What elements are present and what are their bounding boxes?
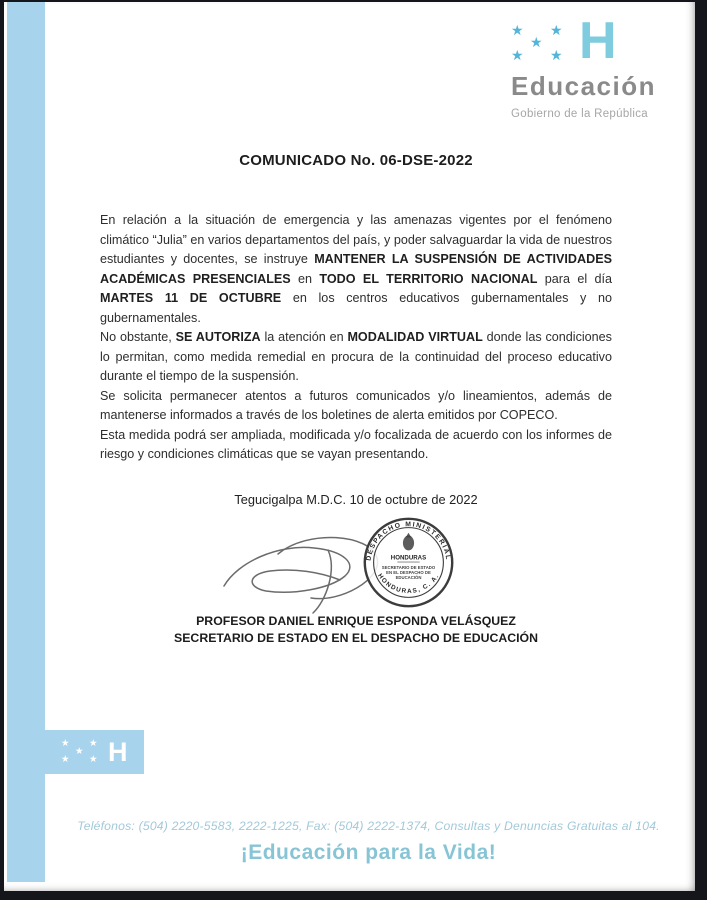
star-icon: ★ xyxy=(61,754,70,765)
star-icon: ★ xyxy=(550,22,563,38)
paragraph-text: en los centros educativos gubernamentales y no gubernamentales. xyxy=(100,291,612,325)
star-icon: ★ xyxy=(530,34,543,50)
signature-area xyxy=(100,512,612,613)
document-page xyxy=(4,2,695,891)
star-icon: ★ xyxy=(61,738,70,749)
signatory-role: SECRETARIO DE ESTADO EN EL DESPACHO DE EDUCACIÓN xyxy=(174,630,538,645)
left-blue-stripe xyxy=(7,2,45,882)
star-icon: ★ xyxy=(75,746,84,757)
paragraph-2 xyxy=(100,328,612,387)
seal-line1: SECRETARIO DE ESTADO xyxy=(381,564,436,570)
communique-title: COMUNICADO No. 06-DSE-2022 xyxy=(239,152,473,169)
communique-body xyxy=(100,211,612,465)
paragraph-text: la atención en xyxy=(260,330,348,344)
government-subtitle: Gobierno de la República xyxy=(511,108,648,120)
seal-line2: EN EL DESPACHO DE xyxy=(386,569,431,575)
star-icon: ★ xyxy=(511,22,524,38)
seal-bottom-arc-text: HONDURAS, C. A. xyxy=(376,572,441,595)
bold-text: SE AUTORIZA xyxy=(175,330,261,344)
bold-text: MANTENER LA SUSPENSIÓN DE ACTIVIDADES ACADÉMICAS PRESENCIALES xyxy=(100,252,613,286)
paragraph-text: para el día xyxy=(537,271,612,286)
seal-country-text: HONDURAS xyxy=(390,554,427,562)
ministerial-seal xyxy=(362,516,455,609)
bold-text: MARTES 11 DE OCTUBRE xyxy=(100,291,282,305)
paragraph-text: En relación a la situación de emergencia y las amenazas vigentes por el fenómeno climático “Julia” en varios departamentos del país, y poder salvaguardar la vida de nuestros estudiantes y docentes, se instruye xyxy=(100,213,612,266)
star-icon: ★ xyxy=(89,754,98,765)
bold-text: TODO EL TERRITORIO NACIONAL xyxy=(319,271,538,286)
paragraph-text: donde las condiciones lo permitan, como medida remedial en procura de la continuidad del proceso educativo durante el tiempo de la suspensión. xyxy=(100,330,612,383)
ministry-name: Educación xyxy=(511,71,656,101)
coat-of-arms-icon xyxy=(403,535,414,550)
signatory-name: PROFESOR DANIEL ENRIQUE ESPONDA VELÁSQUEZ xyxy=(196,613,516,628)
document-content xyxy=(100,2,612,647)
paragraph-text: No obstante, xyxy=(100,330,176,344)
star-icon: ★ xyxy=(550,47,563,63)
paragraph-3: Se solicita permanecer atentos a futuros comunicados y/o lineamientos, además de mantenerse informados a través de los boletines de alerta emitidos por COPECO. xyxy=(100,388,612,422)
footer-slogan: ¡Educación para la Vida! xyxy=(240,841,497,864)
star-icon: ★ xyxy=(89,738,98,749)
h-logo-letter: H xyxy=(579,12,616,70)
h-logo-letter: H xyxy=(108,737,128,767)
star-icon: ★ xyxy=(511,47,524,63)
paragraph-text: en xyxy=(290,271,320,286)
paragraph-1 xyxy=(100,211,612,328)
paragraph-4: Esta medida podrá ser ampliada, modificada y/o focalizada de acuerdo con los informes de riesgo y condiciones climáticas que se vayan presentando. xyxy=(100,427,612,461)
footer-logo-band xyxy=(45,730,144,774)
bold-text: MODALIDAD VIRTUAL xyxy=(347,330,483,344)
honduras-stars-icon xyxy=(61,739,101,765)
date-line: Tegucigalpa M.D.C. 10 de octubre de 2022 xyxy=(234,491,478,507)
seal-line3: EDUCACIÓN xyxy=(395,574,422,580)
seal-top-arc-text: DESPACHO MINISTERIAL xyxy=(365,520,452,561)
footer-phone-line: Teléfonos: (504) 2220-5583, 2222-1225, Fax: (504) 2222-1374, Consultas y Denuncias Gratuitas al 104. xyxy=(77,819,660,833)
